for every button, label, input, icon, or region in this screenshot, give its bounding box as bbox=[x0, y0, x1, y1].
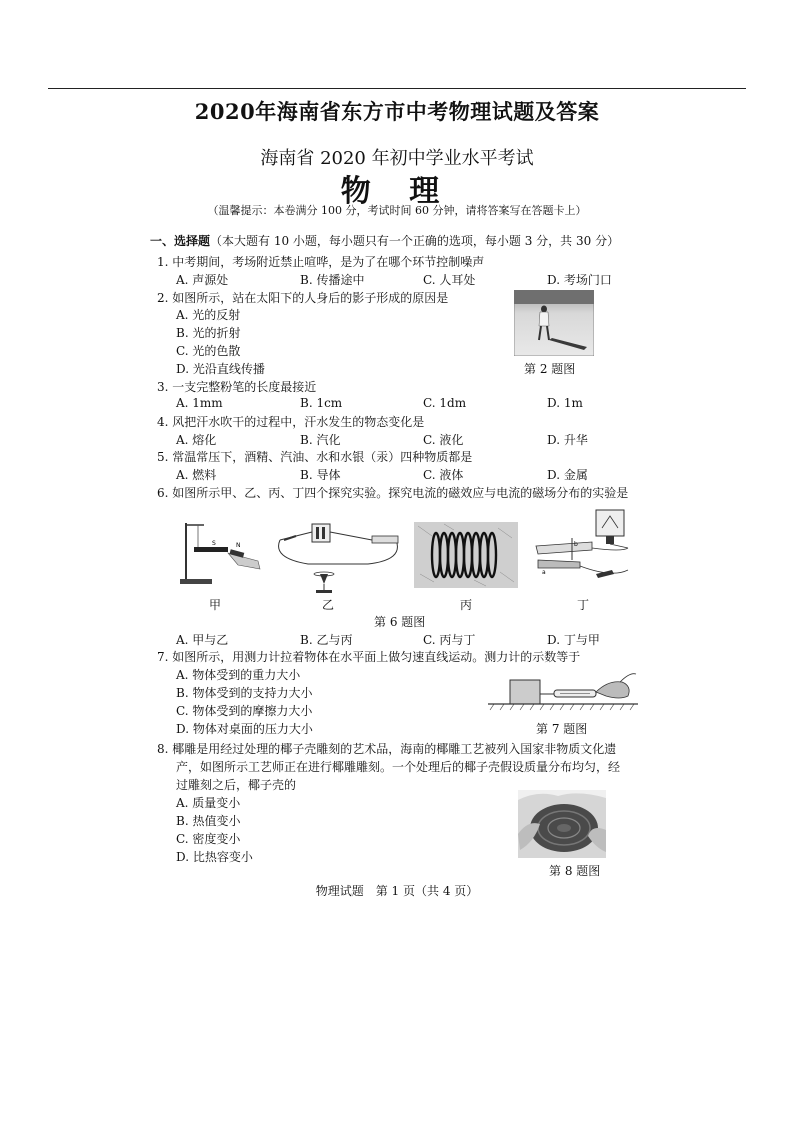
page-footer: 物理试题 第 1 页（共 4 页） bbox=[315, 884, 479, 898]
section-heading bbox=[150, 232, 619, 249]
q8-option-b[interactable]: B. 热值变小 bbox=[176, 814, 241, 828]
q6-figure-ding-experiment bbox=[532, 508, 636, 588]
q6-label-jia: 甲 bbox=[209, 598, 222, 612]
q2-figure-shadow-photo bbox=[514, 290, 594, 356]
q6-figure-bing-experiment bbox=[414, 522, 518, 588]
q6-caption: 第 6 题图 bbox=[374, 615, 426, 629]
exam-tip: （温馨提示：本卷满分 100 分，考试时间 60 分钟，请将答案写在答题卡上） bbox=[207, 204, 587, 217]
q1-option-b[interactable]: B. 传播途中 bbox=[300, 273, 365, 287]
q1-option-d[interactable]: D. 考场门口 bbox=[547, 273, 612, 287]
q7-option-b[interactable]: B. 物体受到的支持力大小 bbox=[176, 686, 313, 700]
q6-option-a[interactable]: A. 甲与乙 bbox=[176, 633, 229, 647]
question-5-stem: 5. 常温常压下，酒精、汽油、水和水银（汞）四种物质都是 bbox=[157, 450, 473, 464]
question-8-stem-line-3: 过雕刻之后，椰子壳的 bbox=[176, 778, 297, 792]
q8-option-d[interactable]: D. 比热容变小 bbox=[176, 850, 253, 864]
q3-option-b[interactable]: B. 1cm bbox=[300, 396, 343, 410]
svg-text:a: a bbox=[542, 569, 546, 576]
svg-text:N: N bbox=[236, 542, 241, 549]
q8-option-a[interactable]: A. 质量变小 bbox=[176, 796, 241, 810]
q7-option-d[interactable]: D. 物体对桌面的压力大小 bbox=[176, 722, 313, 736]
q8-figure-coconut-carving-photo bbox=[518, 790, 606, 858]
question-8-stem-line-1: 8. 椰雕是用经过处理的椰子壳雕刻的艺术品，海南的椰雕工艺被列入国家非物质文化遗 bbox=[157, 742, 617, 756]
q6-figure-yi-experiment bbox=[268, 518, 408, 596]
q8-option-c[interactable]: C. 密度变小 bbox=[176, 832, 241, 846]
q4-option-b[interactable]: B. 汽化 bbox=[300, 433, 341, 447]
q2-option-c[interactable]: C. 光的色散 bbox=[176, 344, 241, 358]
q6-option-c[interactable]: C. 丙与丁 bbox=[423, 633, 476, 647]
exam-name: 海南省 2020 年初中学业水平考试 bbox=[260, 148, 534, 169]
q8-caption: 第 8 题图 bbox=[549, 864, 601, 878]
q7-option-c[interactable]: C. 物体受到的摩擦力大小 bbox=[176, 704, 313, 718]
question-6-stem: 6. 如图所示甲、乙、丙、丁四个探究实验。探究电流的磁效应与电流的磁场分布的实验是 bbox=[157, 486, 629, 500]
svg-text:b: b bbox=[574, 541, 578, 548]
q5-option-d[interactable]: D. 金属 bbox=[547, 468, 588, 482]
q4-option-d[interactable]: D. 升华 bbox=[547, 433, 588, 447]
question-8-stem-line-2: 产，如图所示工艺师正在进行椰雕雕刻。一个处理后的椰子壳假设质量分布均匀，经 bbox=[176, 760, 621, 774]
q5-option-b[interactable]: B. 导体 bbox=[300, 468, 341, 482]
q5-option-c[interactable]: C. 液体 bbox=[423, 468, 464, 482]
q3-option-a[interactable]: A. 1mm bbox=[176, 396, 223, 410]
q6-figure-jia-experiment bbox=[172, 515, 264, 591]
q6-label-ding: 丁 bbox=[577, 598, 590, 612]
svg-text:S: S bbox=[212, 540, 216, 547]
q3-option-c[interactable]: C. 1dm bbox=[423, 396, 467, 410]
question-1-stem: 1. 中考期间，考场附近禁止喧哗，是为了在哪个环节控制噪声 bbox=[157, 255, 485, 269]
question-2-stem: 2. 如图所示，站在太阳下的人身后的影子形成的原因是 bbox=[157, 291, 449, 305]
q7-caption: 第 7 题图 bbox=[536, 722, 588, 736]
document-title: 2020年海南省东方市中考物理试题及答案 bbox=[194, 99, 600, 124]
top-rule bbox=[48, 88, 746, 89]
section-title: 一、选择题 bbox=[150, 234, 211, 248]
q2-caption: 第 2 题图 bbox=[524, 362, 576, 376]
question-7-stem: 7. 如图所示，用测力计拉着物体在水平面上做匀速直线运动。测力计的示数等于 bbox=[157, 650, 581, 664]
q2-option-a[interactable]: A. 光的反射 bbox=[176, 308, 241, 322]
q5-option-a[interactable]: A. 燃料 bbox=[176, 468, 217, 482]
q2-option-d[interactable]: D. 光沿直线传播 bbox=[176, 362, 265, 376]
question-3-stem: 3. 一支完整粉笔的长度最接近 bbox=[157, 380, 317, 394]
q2-option-b[interactable]: B. 光的折射 bbox=[176, 326, 241, 340]
question-4-stem: 4. 风把汗水吹干的过程中，汗水发生的物态变化是 bbox=[157, 415, 425, 429]
section-note: （本大题有 10 小题，每小题只有一个正确的选项，每小题 3 分，共 30 分） bbox=[210, 234, 620, 248]
subject-title: 物 理 bbox=[340, 174, 454, 209]
q1-option-c[interactable]: C. 人耳处 bbox=[423, 273, 476, 287]
q6-option-b[interactable]: B. 乙与丙 bbox=[300, 633, 353, 647]
q4-option-c[interactable]: C. 液化 bbox=[423, 433, 464, 447]
q7-figure-spring-scale bbox=[488, 666, 638, 716]
q7-option-a[interactable]: A. 物体受到的重力大小 bbox=[176, 668, 301, 682]
q1-option-a[interactable]: A. 声源处 bbox=[176, 273, 229, 287]
q3-option-d[interactable]: D. 1m bbox=[547, 396, 583, 410]
q4-option-a[interactable]: A. 熔化 bbox=[176, 433, 217, 447]
q6-label-yi: 乙 bbox=[322, 598, 335, 612]
q6-option-d[interactable]: D. 丁与甲 bbox=[547, 633, 600, 647]
q6-label-bing: 丙 bbox=[460, 598, 473, 612]
